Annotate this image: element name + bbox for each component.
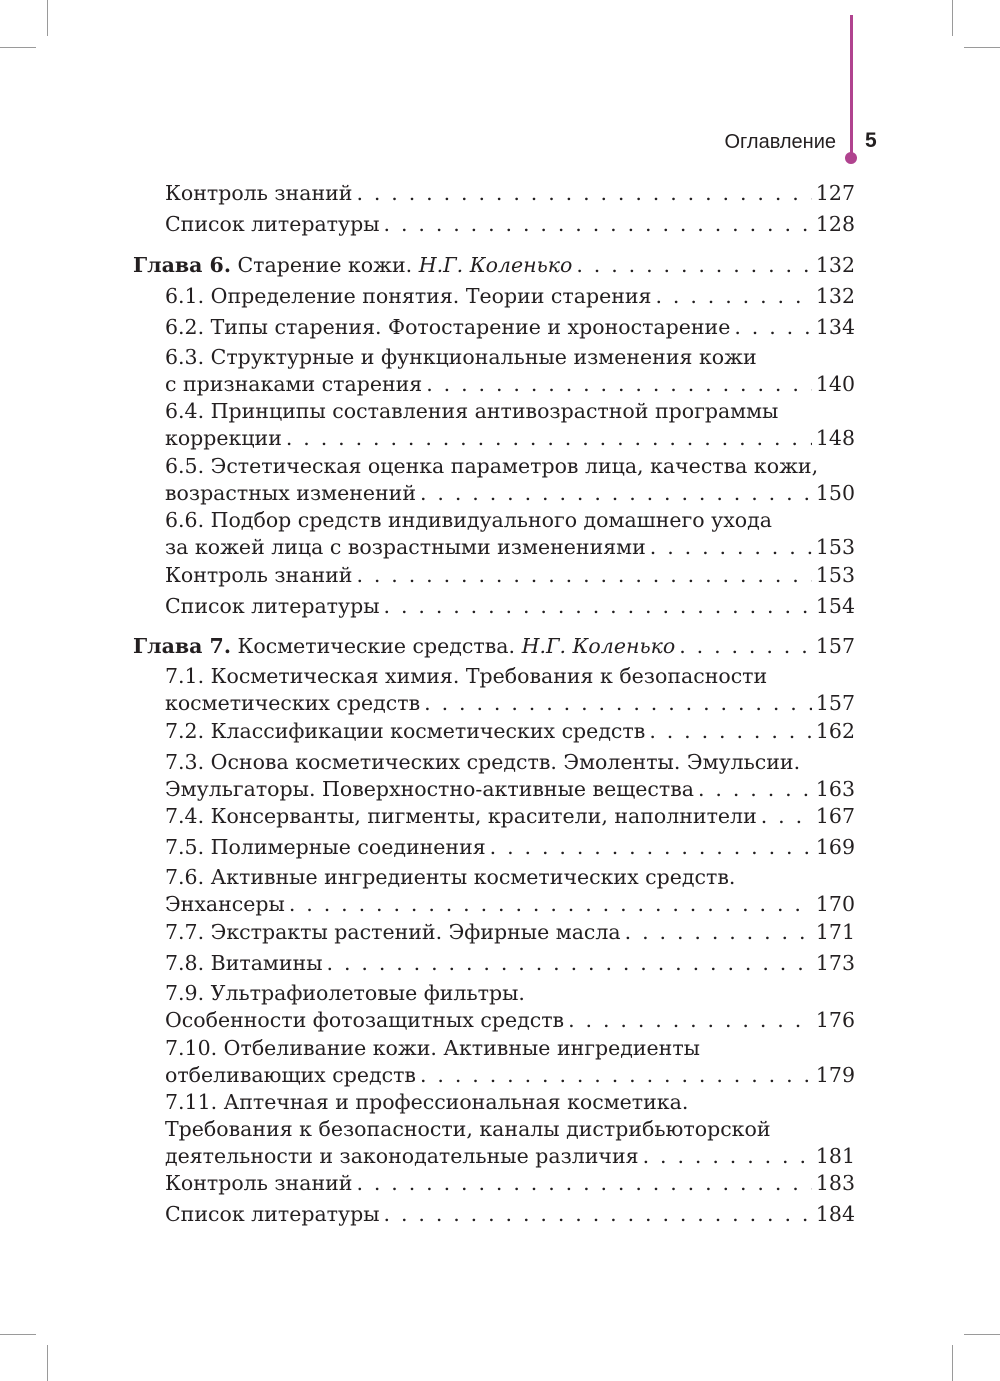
page-number: 5 [865,129,877,152]
toc-entry-page: 128 [815,212,855,236]
toc-entry[interactable] [165,180,855,207]
toc-entry-title: 7.8. Витамины [165,951,323,975]
toc-entry[interactable] [165,803,855,830]
toc-entry-line: 7.11. Аптечная и профессиональная косметика. [165,1090,689,1114]
toc-entry-page: 184 [815,1202,855,1226]
toc-entry-line: 7.3. Основа косметических средств. Эмоленты. Эмульсии. [165,750,801,774]
toc-entry-page: 127 [815,181,855,205]
toc-entry[interactable] [165,344,855,398]
leader-dots [286,425,812,452]
toc-entry-line: 6.4. Принципы составления антивозрастной программы [165,399,779,423]
leader-dots [384,211,812,238]
leader-dots [761,803,812,830]
toc-entry-line: 7.10. Отбеливание кожи. Активные ингредиенты [165,1036,701,1060]
leader-dots [356,562,811,589]
chapter-author: Н.Г. Коленько [521,634,676,658]
toc-entry-page: 183 [815,1171,855,1195]
toc-entry[interactable] [165,562,855,589]
toc-entry[interactable] [165,864,855,918]
toc-entry[interactable] [165,1035,855,1089]
toc-entry[interactable] [165,663,855,717]
leader-dots [424,690,812,717]
toc-entry[interactable] [165,1089,855,1170]
toc-entry-line: 7.9. Ультрафиолетовые фильтры. [165,981,525,1005]
toc-entry[interactable] [165,283,855,310]
leader-dots [625,919,812,946]
toc-entry[interactable] [165,453,855,507]
toc-entry-page: 132 [815,253,855,277]
toc-entry-page: 150 [815,481,855,505]
toc-entry-title: Контроль знаний [165,563,353,587]
crop-mark [952,0,953,36]
toc-entry-page: 132 [815,284,855,308]
toc-entry-page: 167 [815,804,855,828]
toc-entry[interactable] [165,749,855,803]
toc-entry[interactable] [165,211,855,238]
leader-dots [384,1201,812,1228]
toc-entry[interactable] [165,1170,855,1197]
leader-dots [420,480,812,507]
header-accent-line [850,15,853,158]
leader-dots [356,180,811,207]
chapter-label: Глава 6. [133,253,231,277]
toc-entry-title: Список литературы [165,594,380,618]
leader-dots [650,534,812,561]
toc-entry-line: 6.3. Структурные и функциональные изменения кожи [165,345,757,369]
toc-entry-line: 6.5. Эстетическая оценка параметров лица, качества кожи, [165,454,819,478]
toc-entry-page: 153 [815,535,855,559]
header-accent-dot [845,152,857,164]
toc-entry-title: 7.5. Полимерные соединения [165,835,486,859]
toc-entry[interactable] [165,950,855,977]
leader-dots [384,593,812,620]
toc-entry-title: Энхансеры [165,892,285,916]
toc-entry-page: 179 [815,1063,855,1087]
toc-entry[interactable] [165,834,855,861]
toc-entry-title: 7.2. Классификации косметических средств [165,719,646,743]
chapter-label: Глава 7. [133,634,231,658]
toc-entry-page: 154 [815,594,855,618]
toc-entry-page: 157 [815,634,855,658]
toc-entry-line: 6.6. Подбор средств индивидуального домашнего ухода [165,508,772,532]
toc-entry-title: отбеливающих средств [165,1063,416,1087]
crop-mark [0,1334,36,1335]
toc-entry-title: Список литературы [165,212,380,236]
chapter-author: Н.Г. Коленько [418,253,573,277]
toc-entry[interactable] [165,398,855,452]
toc-entry-page: 169 [815,835,855,859]
toc-entry-page: 181 [815,1144,855,1168]
leader-dots [698,776,812,803]
running-head: Оглавление [724,131,836,153]
crop-mark [0,47,36,48]
crop-mark [964,1334,1000,1335]
toc-entry-title: 6.1. Определение понятия. Теории старения [165,284,652,308]
leader-dots [490,834,812,861]
toc-entry-page: 134 [815,315,855,339]
crop-mark [964,47,1000,48]
toc-entry[interactable] [165,980,855,1034]
toc-entry-title: Контроль знаний [165,1171,353,1195]
toc-entry-page: 157 [815,691,855,715]
crop-mark [952,1345,953,1381]
toc-entry[interactable] [165,718,855,745]
toc-entry-page: 153 [815,563,855,587]
leader-dots [649,718,812,745]
toc-entry-page: 163 [815,777,855,801]
toc-entry-title: Особенности фотозащитных средств [165,1008,565,1032]
leader-dots [679,633,812,660]
toc-entry-title: Контроль знаний [165,181,353,205]
toc-entry-page: 176 [815,1008,855,1032]
leader-dots [289,891,812,918]
toc-entry[interactable] [165,507,855,561]
toc-chapter-7[interactable] [133,633,855,660]
leader-dots [568,1007,812,1034]
crop-mark [47,1345,48,1381]
toc-entry-title: коррекции [165,426,282,450]
leader-dots [643,1143,812,1170]
leader-dots [734,314,812,341]
toc-entry-title: 6.2. Типы старения. Фотостарение и хроностарение [165,315,731,339]
toc-entry-line: 7.6. Активные ингредиенты косметических средств. [165,865,736,889]
toc-entry[interactable] [165,314,855,341]
leader-dots [356,1170,811,1197]
toc-entry-title: косметических средств [165,691,421,715]
leader-dots [327,950,812,977]
toc-entry[interactable] [165,1201,855,1228]
toc-chapter-6[interactable] [133,252,855,279]
leader-dots [656,283,812,310]
toc-entry-title: 7.4. Консерванты, пигменты, красители, наполнители [165,804,757,828]
toc-entry-title: с признаками старения [165,372,423,396]
toc-entry-title: возрастных изменений [165,481,416,505]
chapter-title: Старение кожи. [237,253,413,277]
toc-entry[interactable] [165,919,855,946]
toc-entry-title: за кожей лица с возрастными изменениями [165,535,646,559]
toc-entry-page: 173 [815,951,855,975]
toc-entry-title: Эмульгаторы. Поверхностно-активные вещества [165,777,694,801]
toc-entry-page: 162 [815,719,855,743]
toc-entry-page: 171 [815,920,855,944]
toc-entry[interactable] [165,593,855,620]
toc-entry-line: 7.1. Косметическая химия. Требования к безопасности [165,664,768,688]
toc-entry-title: деятельности и законодательные различия [165,1144,639,1168]
toc-entry-page: 140 [815,372,855,396]
chapter-title: Косметические средства. [237,634,516,658]
leader-dots [420,1062,812,1089]
toc-entry-title: 7.7. Экстракты растений. Эфирные масла [165,920,621,944]
toc-entry-page: 148 [815,426,855,450]
toc-entry-page: 170 [815,892,855,916]
leader-dots [426,371,812,398]
toc-entry-title: Список литературы [165,1202,380,1226]
crop-mark [47,0,48,36]
toc-entry-line: Требования к безопасности, каналы дистрибьюторской [165,1117,771,1141]
leader-dots [576,252,812,279]
